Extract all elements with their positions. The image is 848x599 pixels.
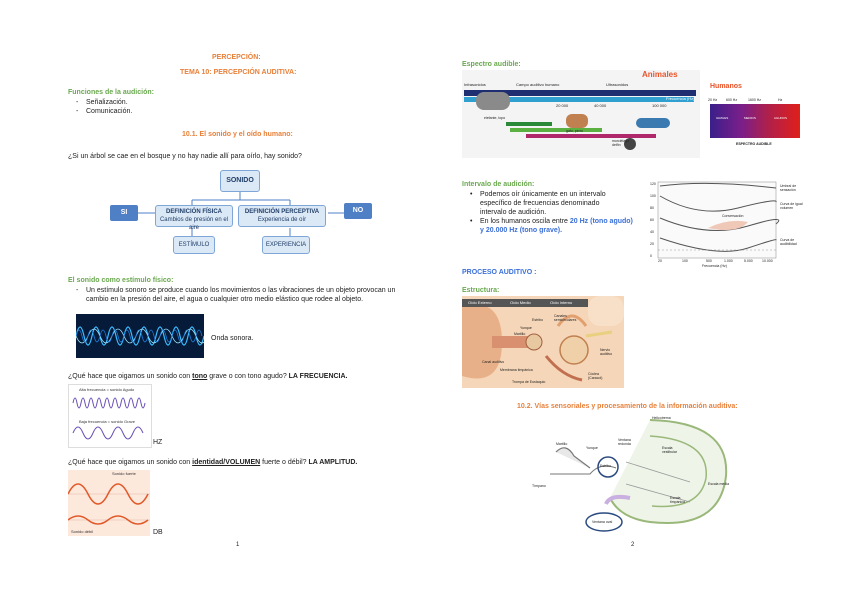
pathways-title: 10.2. Vías sensoriales y procesamiento de la información auditiva: [517, 403, 738, 410]
cochlea-diagram: Martillo Yunque Ventana redonda Estribo Tímpano Escala vestibular Helicotrema Escala media Escala timpánica Ventana oval [530, 412, 734, 538]
volume-question: ¿Qué hace que oigamos un sonido con identidad/VOLUMEN fuerte o débil? LA AMPLITUD. [68, 459, 358, 466]
sound-node: SONIDO [220, 170, 260, 192]
page-number-left: 1 [236, 542, 240, 548]
stimulus-heading: El sonido como estímulo físico: [68, 277, 174, 284]
spectrum-heading: Espectro audible: [462, 61, 521, 68]
perceptual-definition-desc: Experiencia de oír [257, 217, 307, 223]
no-node: NO [344, 203, 372, 219]
list-item: • Podemos oír únicamente en un intervalo específico de frecuencias denominado intervalo de audición. [466, 190, 646, 217]
hz-label: HZ [153, 439, 163, 446]
structure-heading: Estructura: [462, 287, 500, 294]
audible-spectrum-image: Animales Infrasonidos Campo auditivo humano Ultrasonidos 20 000 40 000 100 000 Frecuencia (Hz) elefante, topo gato, perro murciélago delfín [462, 70, 700, 158]
tree-question: ¿Si un árbol se cae en el bosque y no hay nadie allí para oírlo, hay sonido? [68, 153, 302, 160]
experience-node: EXPERIENCIA [262, 236, 310, 254]
topic-title: TEMA 10: PERCEPCIÓN AUDITIVA: [180, 69, 297, 76]
list-item: - Señalización. [72, 98, 132, 107]
frequency-image: Alta frecuencia = sonido Agudo Baja frecuencia = sonido Grave [68, 384, 152, 448]
ear-structure-image: Oído Externo Oído Medio Oído Interno Estribo Yunque Martillo Canales semicirculares Nervio auditivo Canal auditivo Membrana timpánica Trompa de Eustaquio Cóclea (Caracol) [462, 296, 624, 388]
process-heading: PROCESO AUDITIVO : [462, 269, 537, 276]
hearing-range-chart: 120 100 80 60 40 20 0 20 100 500 1.000 5.000 10.000 Frecuencia (Hz) Umbral de sensación Curva de igual volumen Conversación Curva de audibilidad [648, 178, 808, 268]
functions-list [72, 98, 132, 116]
perceptual-definition-title: DEFINICIÓN PERCEPTIVA [244, 209, 320, 215]
physical-definition-desc: Cambios de presión en el aire [159, 217, 229, 231]
yes-node: SI [110, 205, 138, 221]
list-item: • En los humanos oscila entre 20 Hz (tono agudo) y 20.000 Hz (tono grave). [466, 217, 646, 235]
sound-wave-image [76, 314, 204, 358]
physical-definition-node [155, 205, 233, 231]
stimulus-node: ESTÍMULO [173, 236, 215, 254]
sound-wave-label: Onda sonora. [211, 335, 254, 342]
list-item: - Comunicación. [72, 107, 132, 116]
perceptual-definition-node [238, 205, 326, 227]
page-title: PERCEPCIÓN: [212, 54, 261, 61]
interval-list [466, 190, 646, 235]
functions-heading: Funciones de la audición: [68, 89, 154, 96]
stimulus-text [72, 286, 395, 304]
db-label: DB [153, 529, 163, 536]
tone-question: ¿Qué hace que oigamos un sonido con tono grave o con tono agudo? LA FRECUENCIA. [68, 373, 348, 380]
interval-heading: Intervalo de audición: [462, 181, 535, 188]
page-number-right: 2 [631, 542, 635, 548]
amplitude-image: Sonido fuerte Sonido débil [68, 470, 150, 536]
human-spectrum-image: Humanos 20 Hz 600 Hz 1600 Hz Hz GRAVES MEDIOS AGUDOS ESPECTRO AUDIBLE [706, 80, 810, 158]
physical-definition-title: DEFINICIÓN FÍSICA [165, 209, 222, 215]
section-title: 10.1. El sonido y el oído humano: [182, 131, 293, 138]
list-item: - Un estímulo sonoro se produce cuando los movimientos o las vibraciones de un objeto provocan un cambio en la presión del aire, el agua o cualquier otro medio elástico que rodee al objeto. [72, 286, 395, 304]
